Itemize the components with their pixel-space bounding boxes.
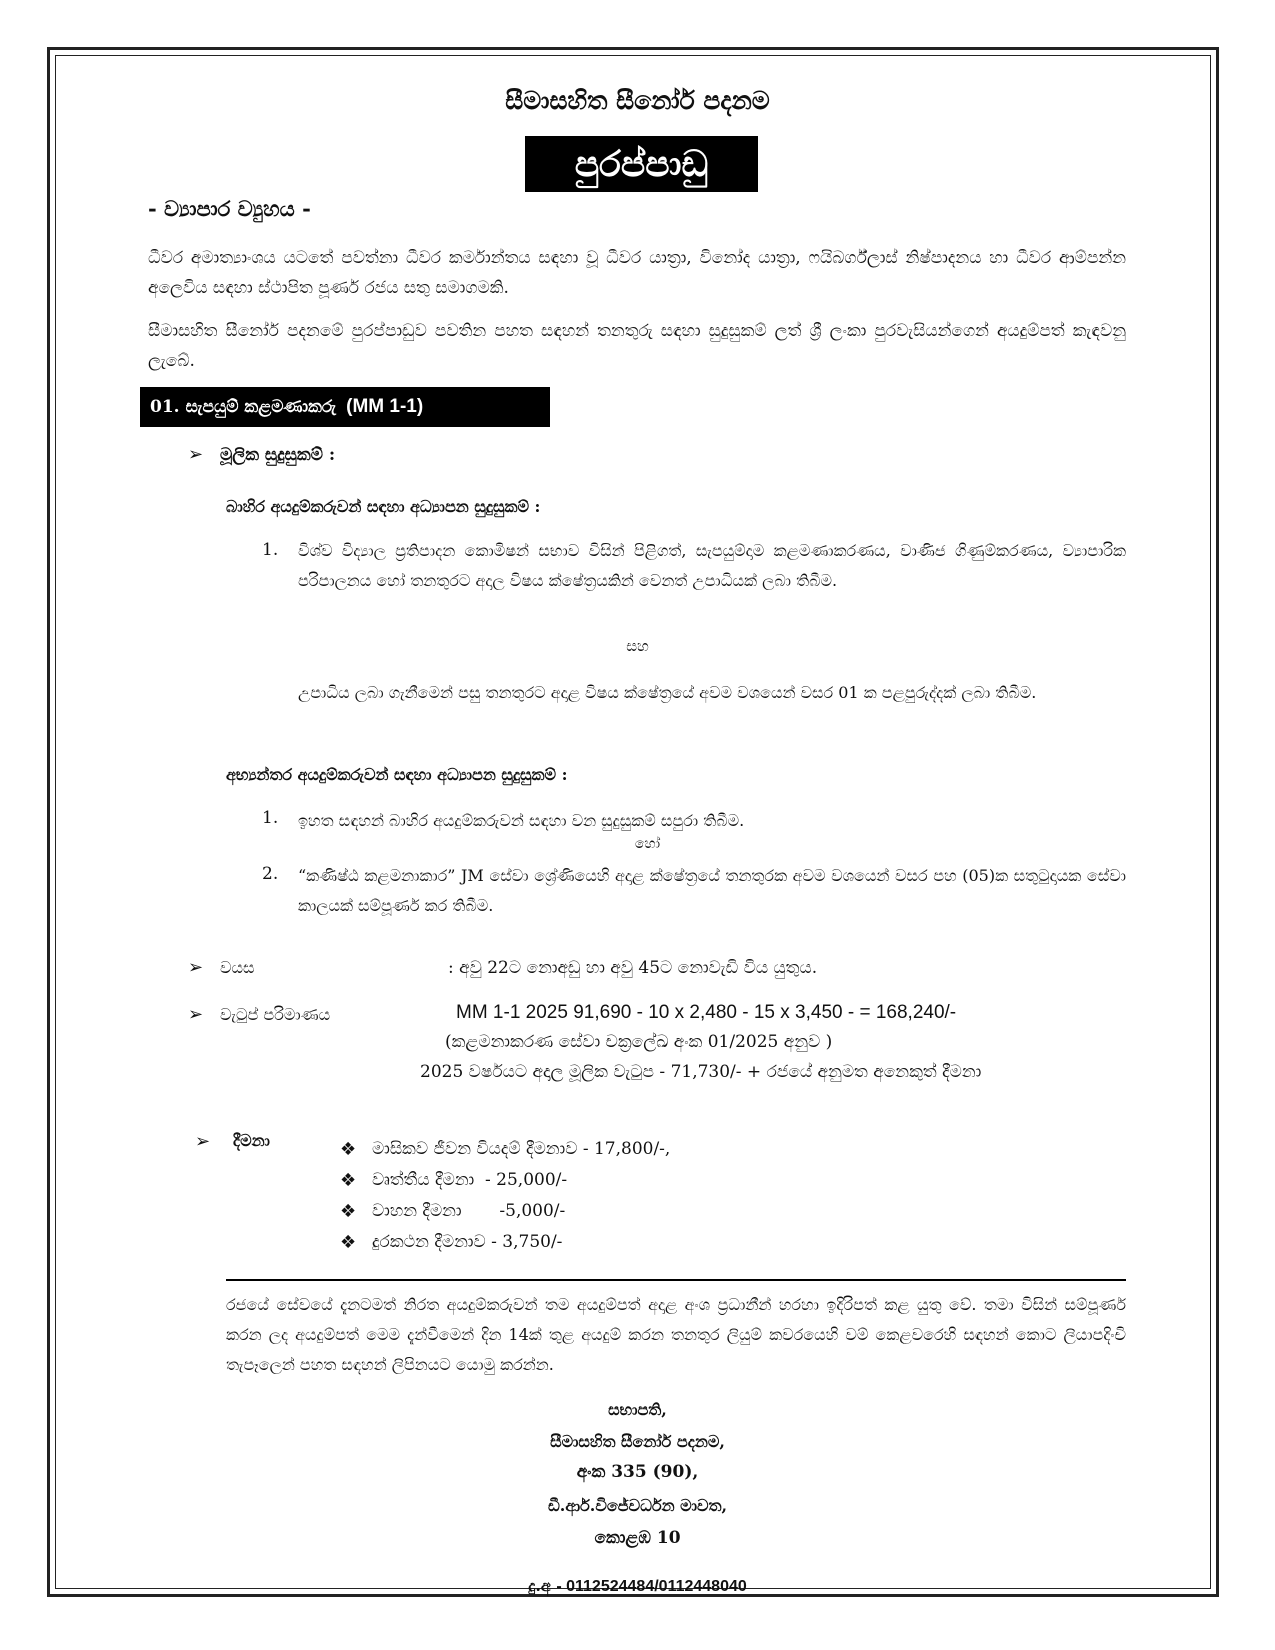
allowances-label: දීමනා	[233, 1131, 270, 1150]
list-number: 1.	[262, 808, 279, 828]
phone-numbers: - 0112524484/0112448040	[556, 1578, 747, 1595]
intro-paragraph-1: ධීවර අමාත්‍යාංශය යටතේ පවත්නා ධීවර කර්මාන්තය සඳහා වූ ධීවර යාත්‍රා, විනෝද යාත්‍රා, ෆයිබර්ග්ලාස් නිෂ්පාදනය හා ධීවර ආම්පන්න අලෙවිය සඳහා ස්ථාපිත පූර්ණ රජය සතු සමාගමකි.	[148, 248, 1126, 298]
vacancies-banner: පුරප්පාඩු	[525, 136, 758, 192]
address-line-3: අංක 335 (90),	[576, 1462, 699, 1482]
arrow-bullet-icon: ➢	[188, 957, 204, 978]
basic-qualifications-heading: මූලික සුදුසුකම් :	[220, 445, 336, 465]
list-number: 1.	[262, 540, 279, 560]
salary-circular-reference: (කළමනාකරණ සේවා චක්‍රලේඛ අංක 01/2025 අනුව )	[445, 1032, 833, 1052]
diamond-bullet-icon: ❖	[340, 1139, 357, 1160]
allowance-cost-of-living: මාසිකව ජීවන වියදම් දීමනාව - 17,800/-,	[372, 1139, 671, 1159]
allowance-telephone: දුරකථන දීමනාව - 3,750/-	[372, 1232, 563, 1252]
phone-label: දු.අ	[528, 1576, 551, 1595]
list-item	[340, 1165, 670, 1196]
address-line-4: ඩී.ආර්.විජේවර්ධන මාවත,	[547, 1496, 728, 1515]
and-connector: සහ	[626, 637, 649, 655]
external-applicants-heading: බාහිර අයදුම්කරුවන් සඳහා අධ්‍යාපන සුදුසුකම් :	[226, 497, 541, 516]
allowances-list	[340, 1134, 670, 1258]
internal-requirement-2: “කණිෂ්ඨ කළමනාකාර” JM සේවා ශ්‍රේණියෙහි අදාළ ක්ෂේත්‍රයේ තනතුරක අවම වශයෙන් වසර පහ (05)ක සතුටුදායක සේවා කාලයක් සම්පූර්ණ කර තිබීම.	[298, 866, 1126, 915]
diamond-bullet-icon: ❖	[340, 1170, 357, 1191]
basic-salary-line: 2025 වර්ෂයට අදාල මූලික වැටුප - 71,730/- + රජයේ අනුමත අනෙකුත් දීමනා	[420, 1062, 982, 1082]
diamond-bullet-icon: ❖	[340, 1201, 357, 1222]
organization-title: සීමාසහිත සීනෝර් පදනම	[505, 86, 770, 115]
post-number: 01.	[150, 397, 180, 417]
address-line-1: සභාපති,	[608, 1400, 667, 1419]
salary-scale-label: වැටුප් පරිමාණය	[220, 1005, 331, 1024]
internal-applicants-heading: අභ්‍යන්තර අයදුම්කරුවන් සඳහා අධ්‍යාපන සුදුසුකම් :	[226, 765, 568, 784]
list-item	[340, 1134, 670, 1165]
arrow-bullet-icon: ➢	[188, 1004, 204, 1025]
arrow-bullet-icon: ➢	[195, 1131, 211, 1152]
salary-scale-value: MM 1-1 2025 91,690 - 10 x 2,480 - 15 x 3,450 - = 168,240/-	[456, 1002, 957, 1023]
external-experience-requirement: උපාධිය ලබා ගැනීමෙන් පසු තනතුරට අදාළ විෂය ක්ෂේත්‍රයේ අවම වශයෙන් වසර 01 ක පළපුරුද්දක් ලබා තිබීම.	[298, 683, 1037, 702]
application-instructions: රජයේ සේවයේ දැනටමත් නිරත අයදුම්කරුවන් තම අයදුම්පත් අදාළ අංශ ප්‍රධානීන් හරහා ඉදිරිපත් කළ යුතු වේ. තමා විසින් සම්පූර්ණ කරන ලද අයදුම්පත් මෙම දැන්වීමෙන් දින 14ක් තුළ අයදුම් කරන තනතුර ලියුම් කවරයෙහි වම් කෙළවරෙහි සඳහන් කොට ලියාපදිංචි තැපෑලෙන් පහත සඳහන් ලිපිනයට යොමු කරන්න.	[226, 1295, 1126, 1374]
post-title: සැපයුම් කළමණාකරු	[185, 397, 337, 417]
allowance-vehicle: වාහන දීමනා -5,000/-	[372, 1201, 566, 1221]
or-connector: හෝ	[634, 836, 661, 852]
allowance-professional: වෘත්තීය දීමනා - 25,000/-	[372, 1170, 568, 1190]
intro-paragraph-2: සීමාසහිත සීනෝර් පදනමේ පුරප්පාඩුව පවතින පහත සඳහන් තනතුරු සඳහා සුදුසුකම් ලත් ශ්‍රී ලංකා පුරවැසියන්ගෙන් අයදුම්පත් කැඳවනු ලැබේ.	[148, 321, 1126, 371]
address-line-5: කොළඹ 10	[594, 1528, 681, 1548]
arrow-bullet-icon: ➢	[188, 444, 204, 465]
list-item	[340, 1196, 670, 1227]
post-title-bar	[140, 387, 550, 427]
list-number: 2.	[262, 864, 279, 884]
post-code: (MM 1-1)	[346, 396, 424, 417]
age-label: වයස	[220, 958, 255, 977]
diamond-bullet-icon: ❖	[340, 1232, 357, 1253]
divider	[226, 1279, 1126, 1281]
external-degree-requirement: විශ්ව විද්‍යාල ප්‍රතිපාදන කොමිෂන් සභාව විසින් පිළිගත්, සැපයුම්දාම කළමණාකරණය, වාණිජ ගිණුම්කරණය, ව්‍යාපාරික පරිපාලනය හෝ තනතුරට අදාල විෂය ක්ෂේත්‍රයකින් වෙනත් උපාධියක් ලබා තිබීම.	[298, 541, 1126, 590]
address-line-2: සීමාසහිත සීනෝර් පදනම,	[550, 1432, 725, 1451]
age-value: : අවු 22ට නොඅඩු හා අවු 45ට නොවැඩි විය යුතුය.	[448, 958, 818, 978]
list-item	[340, 1227, 670, 1258]
internal-requirement-1: ඉහත සඳහන් බාහිර අයදුම්කරුවන් සඳහා වන සුදුසුකම් සපුරා තිබීම.	[298, 811, 745, 830]
contact-phone	[0, 1576, 1275, 1596]
business-structure-heading: - ව්‍යාපාර ව්‍යුහය -	[148, 196, 311, 221]
